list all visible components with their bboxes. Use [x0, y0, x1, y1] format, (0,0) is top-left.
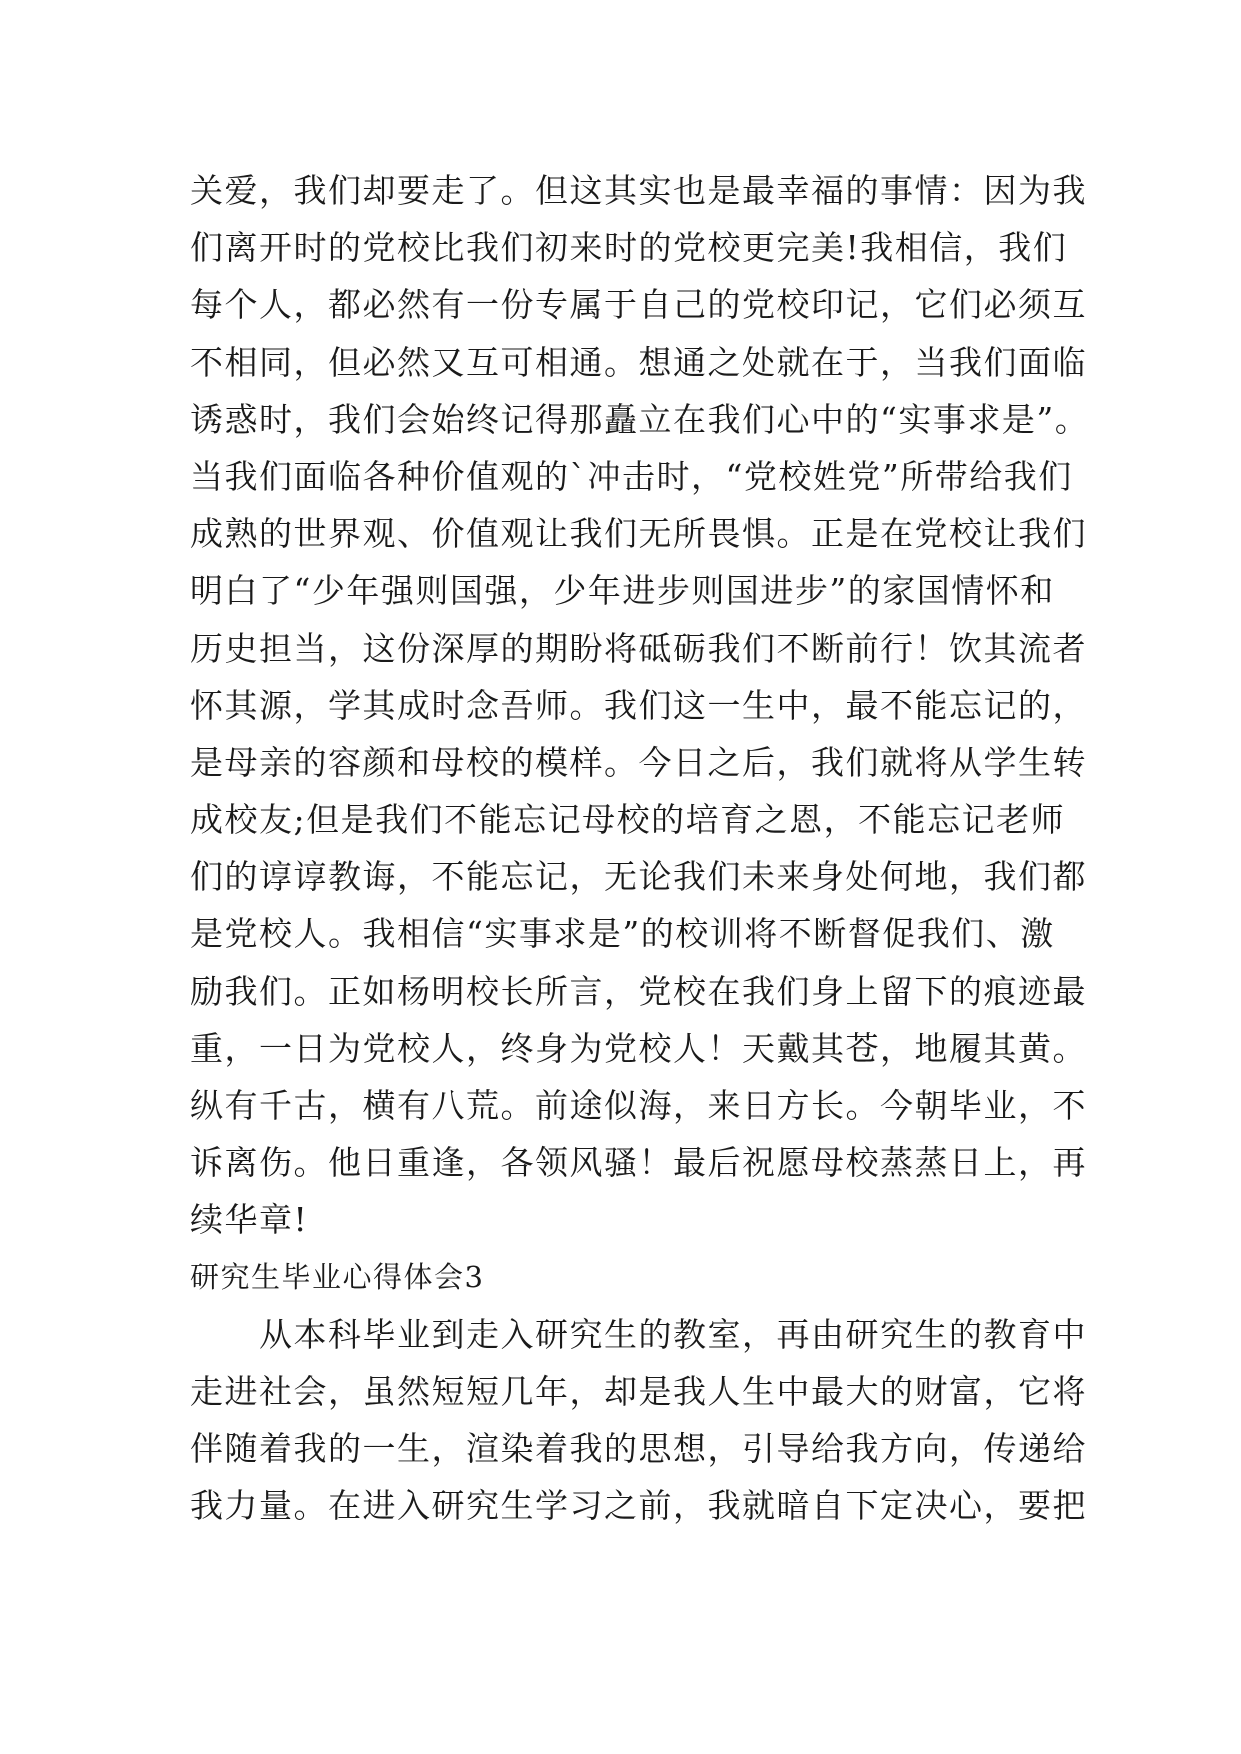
- text-line: 励我们。正如杨明校长所言，党校在我们身上留下的痕迹最: [190, 971, 1087, 1011]
- text-line: 们离开时的党校比我们初来时的党校更完美!我相信，我们: [190, 228, 1068, 268]
- text-line: 走进社会，虽然短短几年，却是我人生中最大的财富，它将: [190, 1371, 1087, 1411]
- text-line: 是母亲的容颜和母校的模样。今日之后，我们就将从学生转: [190, 742, 1087, 782]
- text-line: 怀其源，学其成时念吾师。我们这一生中，最不能忘记的，: [190, 685, 1087, 725]
- text-line: 关爱，我们却要走了。但这其实也是最幸福的事情：因为我: [190, 171, 1087, 210]
- text-line: 当我们面临各种价值观的`冲击时，“党校姓党”所带给我们: [190, 456, 1073, 496]
- section-heading: 研究生毕业心得体会3: [190, 1259, 485, 1294]
- document-body: [190, 162, 1090, 1535]
- text-line: 历史担当，这份深厚的期盼将砥砺我们不断前行！饮其流者: [190, 628, 1087, 668]
- text-line: 不相同，但必然又互可相通。想通之处就在于，当我们面临: [190, 342, 1087, 382]
- text-line: 从本科毕业到走入研究生的教室，再由研究生的教育中: [190, 1314, 1087, 1354]
- text-line: 伴随着我的一生，渲染着我的思想，引导给我方向，传递给: [190, 1429, 1087, 1469]
- text-line: 明白了“少年强则国强，少年进步则国进步”的家国情怀和: [190, 571, 1055, 611]
- text-line: 诉离伤。他日重逢，各领风骚！最后祝愿母校蒸蒸日上，再: [190, 1143, 1087, 1183]
- text-line: 续华章!: [190, 1200, 309, 1240]
- text-line: 成校友;但是我们不能忘记母校的培育之恩，不能忘记老师: [190, 800, 1066, 840]
- text-line: 每个人，都必然有一份专属于自己的党校印记，它们必须互: [190, 285, 1087, 325]
- text-line: 重，一日为党校人，终身为党校人！天戴其苍，地履其黄。: [190, 1028, 1087, 1068]
- text-line: 们的谆谆教诲，不能忘记，无论我们未来身处何地，我们都: [190, 857, 1087, 897]
- text-line: 诱惑时，我们会始终记得那矗立在我们心中的“实事求是”。: [190, 399, 1090, 439]
- text-line: 纵有千古，横有八荒。前途似海，来日方长。今朝毕业，不: [190, 1086, 1087, 1125]
- text-line: 是党校人。我相信“实事求是”的校训将不断督促我们、激: [190, 914, 1055, 954]
- text-line: 成熟的世界观、价值观让我们无所畏惧。正是在党校让我们: [190, 514, 1087, 554]
- text-line: 我力量。在进入研究生学习之前，我就暗自下定决心，要把: [190, 1486, 1087, 1526]
